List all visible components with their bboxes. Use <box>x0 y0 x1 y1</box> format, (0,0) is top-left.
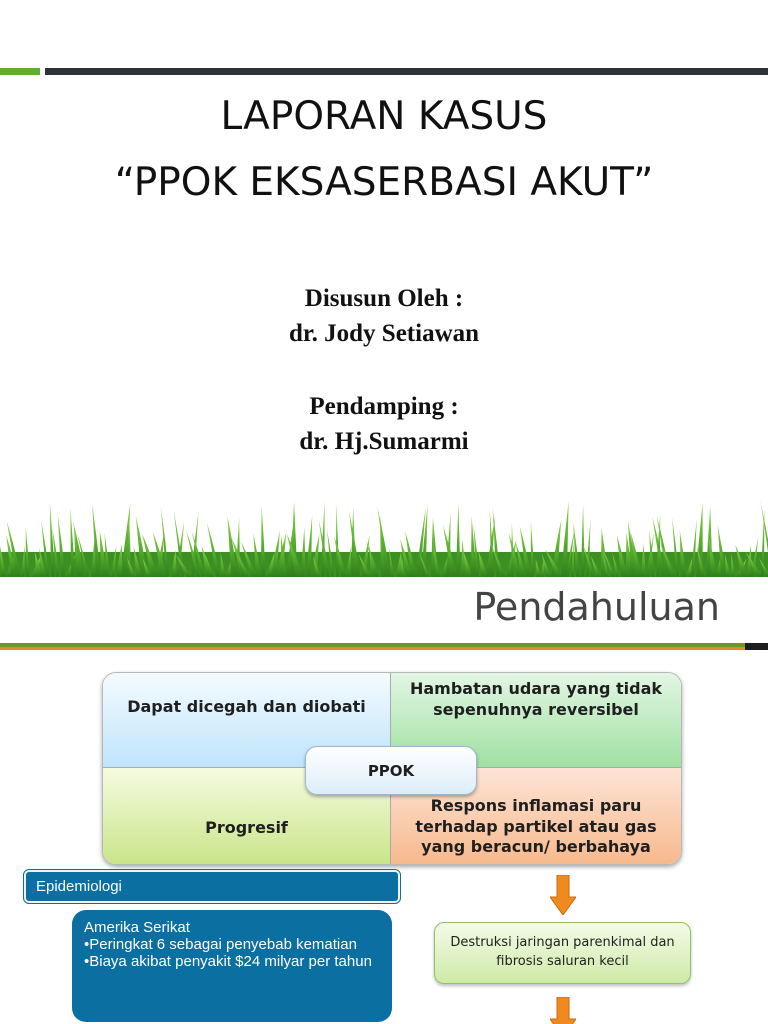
mentor-name: dr. Hj.Sumarmi <box>299 428 469 455</box>
down-arrow-icon <box>550 875 576 915</box>
matrix-bottom-right: Respons inflamasi paru terhadap partikel atau gas yang beracun/ berbahaya <box>391 768 681 864</box>
heading-underline-cap <box>745 643 768 650</box>
matrix-top-left: Dapat dicegah dan diobati <box>103 673 391 768</box>
slide-title-line2: “PPOK EKSASERBASI AKUT” <box>114 160 654 205</box>
epidemiology-header: Epidemiologi <box>24 870 400 903</box>
epidemiology-line: •Biaya akibat penyakit $24 milyar per tahun <box>84 953 372 970</box>
grass-decoration-image <box>0 490 768 577</box>
epidemiology-details <box>72 910 392 1022</box>
epidemiology-line: Amerika Serikat <box>84 919 190 936</box>
mentor-label: Pendamping : <box>309 393 459 420</box>
top-accent-bar-dark <box>45 68 768 75</box>
matrix-bottom-left: Progresif <box>103 768 391 864</box>
prepared-by-name: dr. Jody Setiawan <box>288 320 480 347</box>
top-accent-bar-green <box>0 68 40 75</box>
intro-slide <box>0 577 768 1024</box>
down-arrow-icon <box>550 997 576 1024</box>
flow-box-destruction: Destruksi jaringan parenkimal dan fibrosis saluran kecil <box>434 922 691 984</box>
matrix-center-ppok: PPOK <box>305 746 477 795</box>
slide-heading: Pendahuluan <box>473 585 720 629</box>
prepared-by-label: Disusun Oleh : <box>304 285 464 312</box>
matrix-top-right: Hambatan udara yang tidak sepenuhnya reversibel <box>391 673 681 768</box>
epidemiology-line: •Peringkat 6 sebagai penyebab kematian <box>84 936 357 953</box>
slide-title-line1: LAPORAN KASUS <box>220 94 548 139</box>
heading-underline-orange <box>0 647 745 650</box>
